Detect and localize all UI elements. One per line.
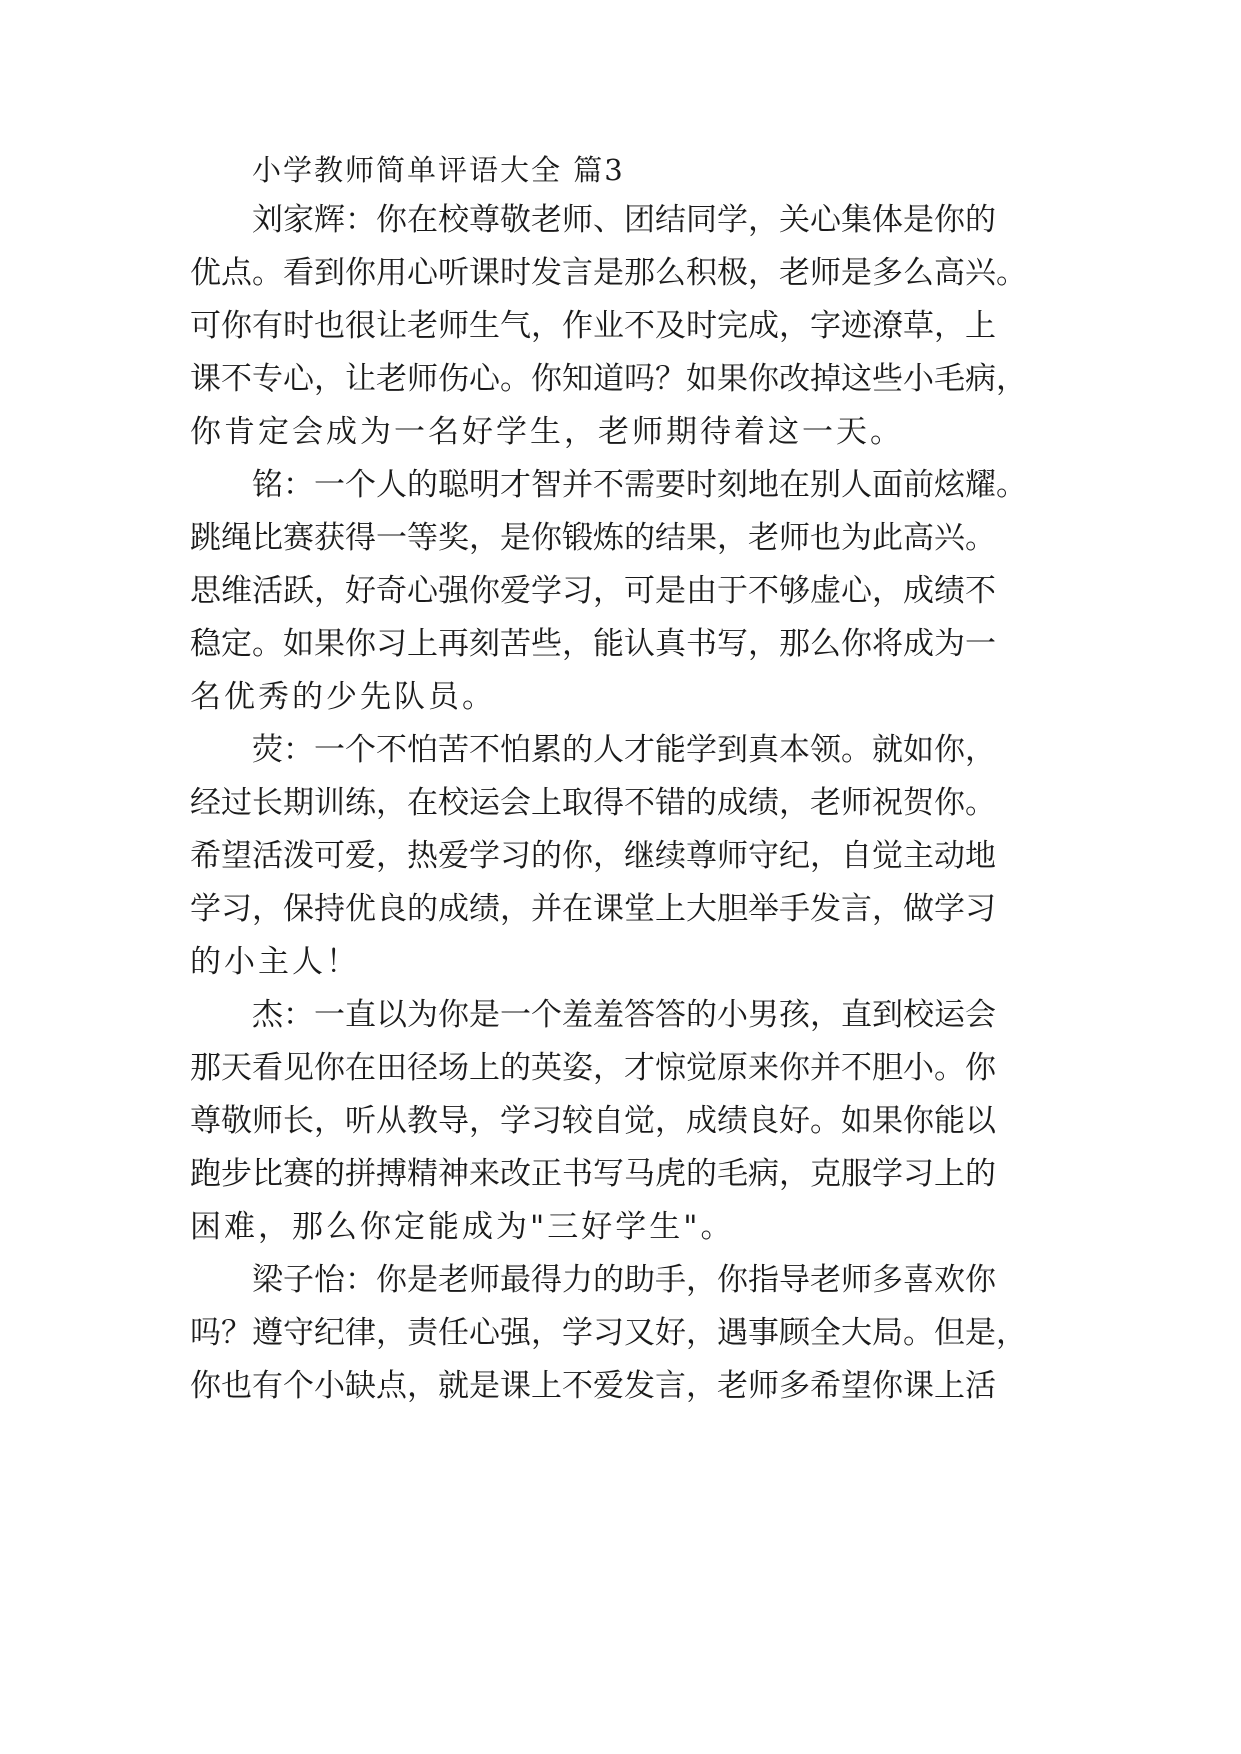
text-line: 课不专心，让老师伤心。你知道吗？如果你改掉这些小毛病， <box>190 361 1027 397</box>
text-line: 名优秀的少先队员。 <box>190 679 496 715</box>
text-line: 经过长期训练，在校运会上取得不错的成绩，老师祝贺你。 <box>190 785 996 821</box>
text-line: 希望活泼可爱，热爱学习的你，继续尊师守纪，自觉主动地 <box>190 838 996 874</box>
text-line: 跑步比赛的拼搏精神来改正书写马虎的毛病，克服学习上的 <box>190 1156 996 1192</box>
text-line: 稳定。如果你习上再刻苦些，能认真书写，那么你将成为一 <box>190 626 996 662</box>
text-line: 那天看见你在田径场上的英姿，才惊觉原来你并不胆小。你 <box>190 1050 996 1086</box>
text-line: 跳绳比赛获得一等奖，是你锻炼的结果，老师也为此高兴。 <box>190 520 996 556</box>
text-line: 你也有个小缺点，就是课上不爱发言，老师多希望你课上活 <box>190 1368 996 1404</box>
text-line: 学习，保持优良的成绩，并在课堂上大胆举手发言，做学习 <box>190 891 996 927</box>
text-line: 优点。看到你用心听课时发言是那么积极，老师是多么高兴。 <box>190 255 1027 291</box>
text-line: 思维活跃，好奇心强你爱学习，可是由于不够虚心，成绩不 <box>190 573 996 609</box>
text-line: 可你有时也很让老师生气，作业不及时完成，字迹潦草，上 <box>190 308 996 344</box>
text-line: 铭：一个人的聪明才智并不需要时刻地在别人面前炫耀。 <box>252 467 1027 503</box>
document-title: 小学教师简单评语大全 篇3 <box>252 153 625 187</box>
text-line: 困难，那么你定能成为"三好学生"。 <box>190 1209 735 1245</box>
text-line: 的小主人！ <box>190 944 360 980</box>
text-line: 吗？遵守纪律，责任心强，学习又好，遇事顾全大局。但是， <box>190 1315 1027 1351</box>
text-line: 尊敬师长，听从教导，学习较自觉，成绩良好。如果你能以 <box>190 1103 996 1139</box>
text-line: 刘家辉：你在校尊敬老师、团结同学，关心集体是你的 <box>252 202 996 238</box>
text-line: 你肯定会成为一名好学生，老师期待着这一天。 <box>190 414 904 450</box>
text-line: 杰：一直以为你是一个羞羞答答的小男孩，直到校运会 <box>252 997 996 1033</box>
text-line: 荧：一个不怕苦不怕累的人才能学到真本领。就如你， <box>252 732 996 768</box>
text-line: 梁子怡：你是老师最得力的助手，你指导老师多喜欢你 <box>252 1262 996 1298</box>
